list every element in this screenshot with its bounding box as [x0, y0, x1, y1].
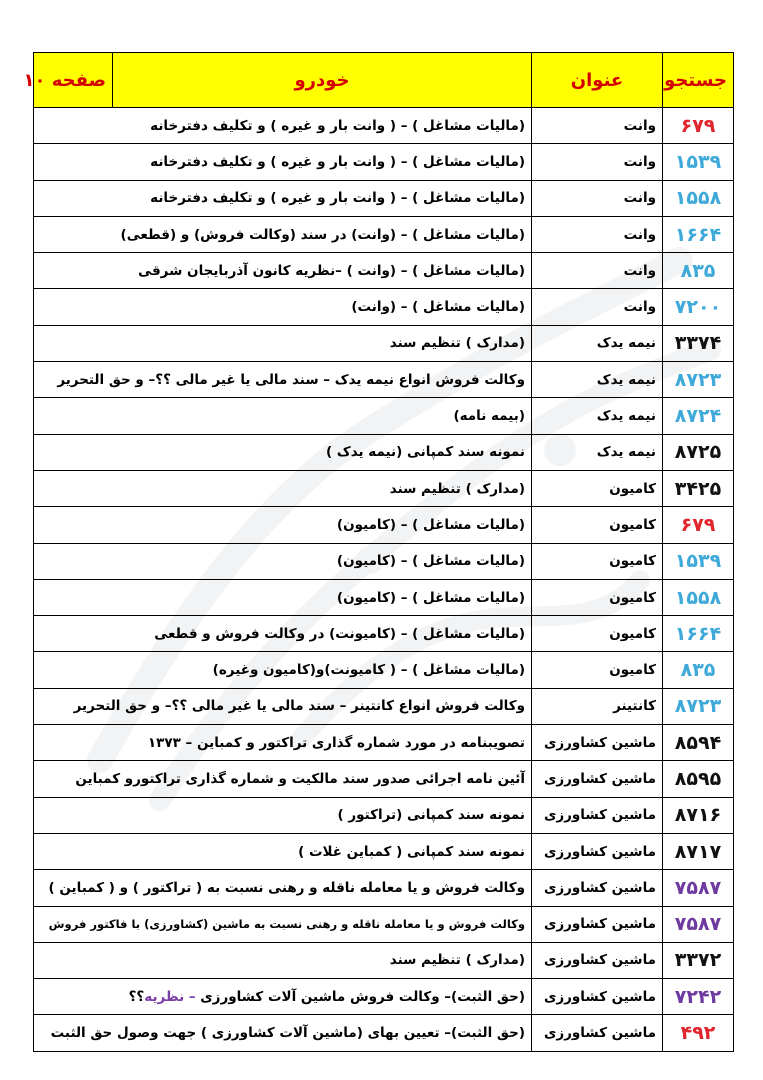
row-title: نیمه یدک [532, 362, 663, 398]
row-number: ۱۵۵۸ [663, 579, 734, 615]
table-row [34, 507, 734, 543]
row-description-text: (مالیات مشاغل ) – (کامیون) [336, 553, 525, 570]
row-title: نیمه یدک [532, 434, 663, 470]
table-row [34, 942, 734, 978]
row-description [34, 434, 532, 470]
row-description-text: تصویبنامه در مورد شماره گذاری تراکتور و کمباین – ۱۳۷۳ [147, 734, 525, 751]
row-description [34, 543, 532, 579]
row-description-text: وکالت فروش و یا معامله ناقله و رهنی نسبت به ( تراکتور ) و ( کمباین ) [48, 879, 525, 896]
table-row [34, 325, 734, 361]
header-category: خودرو [113, 53, 532, 108]
row-description-text: وکالت فروش انواع کانتینر – سند مالی یا غیر مالی ؟؟– و حق التحریر [73, 698, 525, 715]
row-description-text: (مالیات مشاغل ) – ( کامیونت)و(کامیون وغیره) [212, 662, 525, 679]
row-number: ۶۷۹ [663, 108, 734, 144]
row-number: ۷۵۸۷ [663, 906, 734, 942]
table-row [34, 180, 734, 216]
row-description [34, 870, 532, 906]
row-description-text: نمونه سند کمپانی ( کمباین غلات ) [298, 843, 525, 860]
row-number: ۸۵۹۴ [663, 725, 734, 761]
row-number: ۸۳۵ [663, 652, 734, 688]
table-row [34, 579, 734, 615]
row-number: ۱۵۵۸ [663, 180, 734, 216]
table-row [34, 906, 734, 942]
row-title: کانتینر [532, 688, 663, 724]
row-number: ۱۶۶۴ [663, 616, 734, 652]
row-title: ماشین کشاورزی [532, 725, 663, 761]
row-description [34, 906, 532, 942]
row-title: ماشین کشاورزی [532, 906, 663, 942]
row-number: ۸۷۲۴ [663, 398, 734, 434]
row-description-text: (مالیات مشاغل ) – (وانت ) –نظریه کانون آذربایجان شرقی [138, 262, 525, 279]
row-number: ۸۳۵ [663, 253, 734, 289]
row-description [34, 579, 532, 615]
row-title: کامیون [532, 470, 663, 506]
row-description-text: (بیمه نامه) [453, 408, 525, 425]
row-title: کامیون [532, 507, 663, 543]
table-row [34, 253, 734, 289]
index-table-container [23, 52, 734, 1052]
row-description-text: نمونه سند کمپانی (نیمه یدک ) [326, 444, 525, 461]
row-number: ۶۷۹ [663, 507, 734, 543]
row-description [34, 398, 532, 434]
row-title: کامیون [532, 579, 663, 615]
table-row [34, 652, 734, 688]
table-row [34, 470, 734, 506]
row-description [34, 470, 532, 506]
row-description-text: (مالیات مشاغل ) – ( وانت بار و غیره ) و تکلیف دفترخانه [150, 190, 525, 207]
row-description-text: (مدارک ) تنظیم سند [389, 480, 525, 497]
row-number: ۷۲۴۲ [663, 979, 734, 1015]
row-description [34, 652, 532, 688]
row-description [34, 616, 532, 652]
row-description-highlight: – نظریه [144, 988, 196, 1005]
row-number: ۸۷۱۶ [663, 797, 734, 833]
row-description [34, 761, 532, 797]
row-description [34, 979, 532, 1015]
row-description [34, 688, 532, 724]
table-row [34, 144, 734, 180]
row-description [34, 833, 532, 869]
table-row [34, 870, 734, 906]
row-description-text: (حق الثبت)– تعیین بهای (ماشین آلات کشاورزی ) جهت وصول حق الثبت [50, 1025, 525, 1042]
row-number: ۸۷۲۵ [663, 434, 734, 470]
row-description [34, 216, 532, 252]
row-title: کامیون [532, 543, 663, 579]
row-title: وانت [532, 289, 663, 325]
row-description [34, 1015, 532, 1051]
row-number: ۷۵۸۷ [663, 870, 734, 906]
table-row [34, 616, 734, 652]
table-row [34, 216, 734, 252]
row-description-text: (مالیات مشاغل ) – (کامیون) [336, 589, 525, 606]
table-row [34, 398, 734, 434]
row-description [34, 289, 532, 325]
row-description-text: (حق الثبت)– وکالت فروش ماشین آلات کشاورزی [200, 988, 525, 1005]
header-row [34, 53, 734, 108]
row-title: ماشین کشاورزی [532, 833, 663, 869]
row-number: ۱۵۳۹ [663, 543, 734, 579]
table-row [34, 434, 734, 470]
row-title: ماشین کشاورزی [532, 942, 663, 978]
row-number: ۴۹۲ [663, 1015, 734, 1051]
table-row [34, 725, 734, 761]
row-description [34, 325, 532, 361]
row-title: وانت [532, 144, 663, 180]
row-number: ۳۳۷۲ [663, 942, 734, 978]
row-title: ماشین کشاورزی [532, 797, 663, 833]
row-title: وانت [532, 180, 663, 216]
row-number: ۱۶۶۴ [663, 216, 734, 252]
row-number: ۳۳۷۴ [663, 325, 734, 361]
row-description [34, 253, 532, 289]
row-description-text: وکالت فروش و یا معامله ناقله و رهنی نسبت به ماشین (کشاورزی) با فاکتور فروش [48, 917, 525, 932]
row-description-text: (مالیات مشاغل ) – ( وانت بار و غیره ) و تکلیف دفترخانه [150, 153, 525, 170]
header-title: عنوان [532, 53, 663, 108]
row-title: ماشین کشاورزی [532, 1015, 663, 1051]
row-description-text: (مدارک ) تنظیم سند [389, 335, 525, 352]
row-number: ۸۷۲۳ [663, 362, 734, 398]
row-title: ماشین کشاورزی [532, 979, 663, 1015]
row-description [34, 797, 532, 833]
row-description-text: (مالیات مشاغل ) – ( وانت بار و غیره ) و تکلیف دفترخانه [150, 117, 525, 134]
row-title: کامیون [532, 652, 663, 688]
row-description [34, 108, 532, 144]
row-description-text: (مالیات مشاغل ) – (وانت) در سند (وکالت فروش) و (قطعی) [120, 226, 525, 243]
row-description [34, 942, 532, 978]
row-description [34, 180, 532, 216]
header-page: صفحه ۱۰ [34, 53, 113, 108]
table-row [34, 108, 734, 144]
table-row [34, 761, 734, 797]
row-title: کامیون [532, 616, 663, 652]
row-title: وانت [532, 216, 663, 252]
row-title: نیمه یدک [532, 398, 663, 434]
table-row [34, 979, 734, 1015]
table-row [34, 289, 734, 325]
table-row [34, 1015, 734, 1051]
row-number: ۸۷۱۷ [663, 833, 734, 869]
row-description [34, 507, 532, 543]
row-description-text: (مالیات مشاغل ) – (کامیونت) در وکالت فروش و قطعی [154, 625, 525, 642]
table-row [34, 362, 734, 398]
row-number: ۷۲۰۰ [663, 289, 734, 325]
row-description-text: (مالیات مشاغل ) – (وانت) [351, 299, 525, 316]
index-table [23, 52, 734, 1052]
row-number: ۸۵۹۵ [663, 761, 734, 797]
table-row [34, 797, 734, 833]
row-number: ۸۷۲۳ [663, 688, 734, 724]
row-description [34, 144, 532, 180]
row-description-text: (مدارک ) تنظیم سند [389, 952, 525, 969]
row-description-text: نمونه سند کمپانی (تراکتور ) [337, 807, 525, 824]
row-description [34, 362, 532, 398]
row-title: وانت [532, 253, 663, 289]
row-description [34, 725, 532, 761]
row-number: ۱۵۳۹ [663, 144, 734, 180]
row-description-text: (مالیات مشاغل ) – (کامیون) [336, 516, 525, 533]
row-title: ماشین کشاورزی [532, 761, 663, 797]
row-description-text: آئین نامه اجرائی صدور سند مالکیت و شماره گذاری تراکتورو کمباین [75, 770, 525, 787]
row-title: ماشین کشاورزی [532, 870, 663, 906]
table-row [34, 688, 734, 724]
row-description-text: وکالت فروش انواع نیمه یدک – سند مالی یا غیر مالی ؟؟– و حق التحریر [57, 371, 525, 388]
row-description-tail: ؟؟ [128, 988, 145, 1005]
table-row [34, 543, 734, 579]
table-row [34, 833, 734, 869]
row-title: وانت [532, 108, 663, 144]
header-search: جستجو [663, 53, 734, 108]
row-number: ۳۴۲۵ [663, 470, 734, 506]
row-title: نیمه یدک [532, 325, 663, 361]
